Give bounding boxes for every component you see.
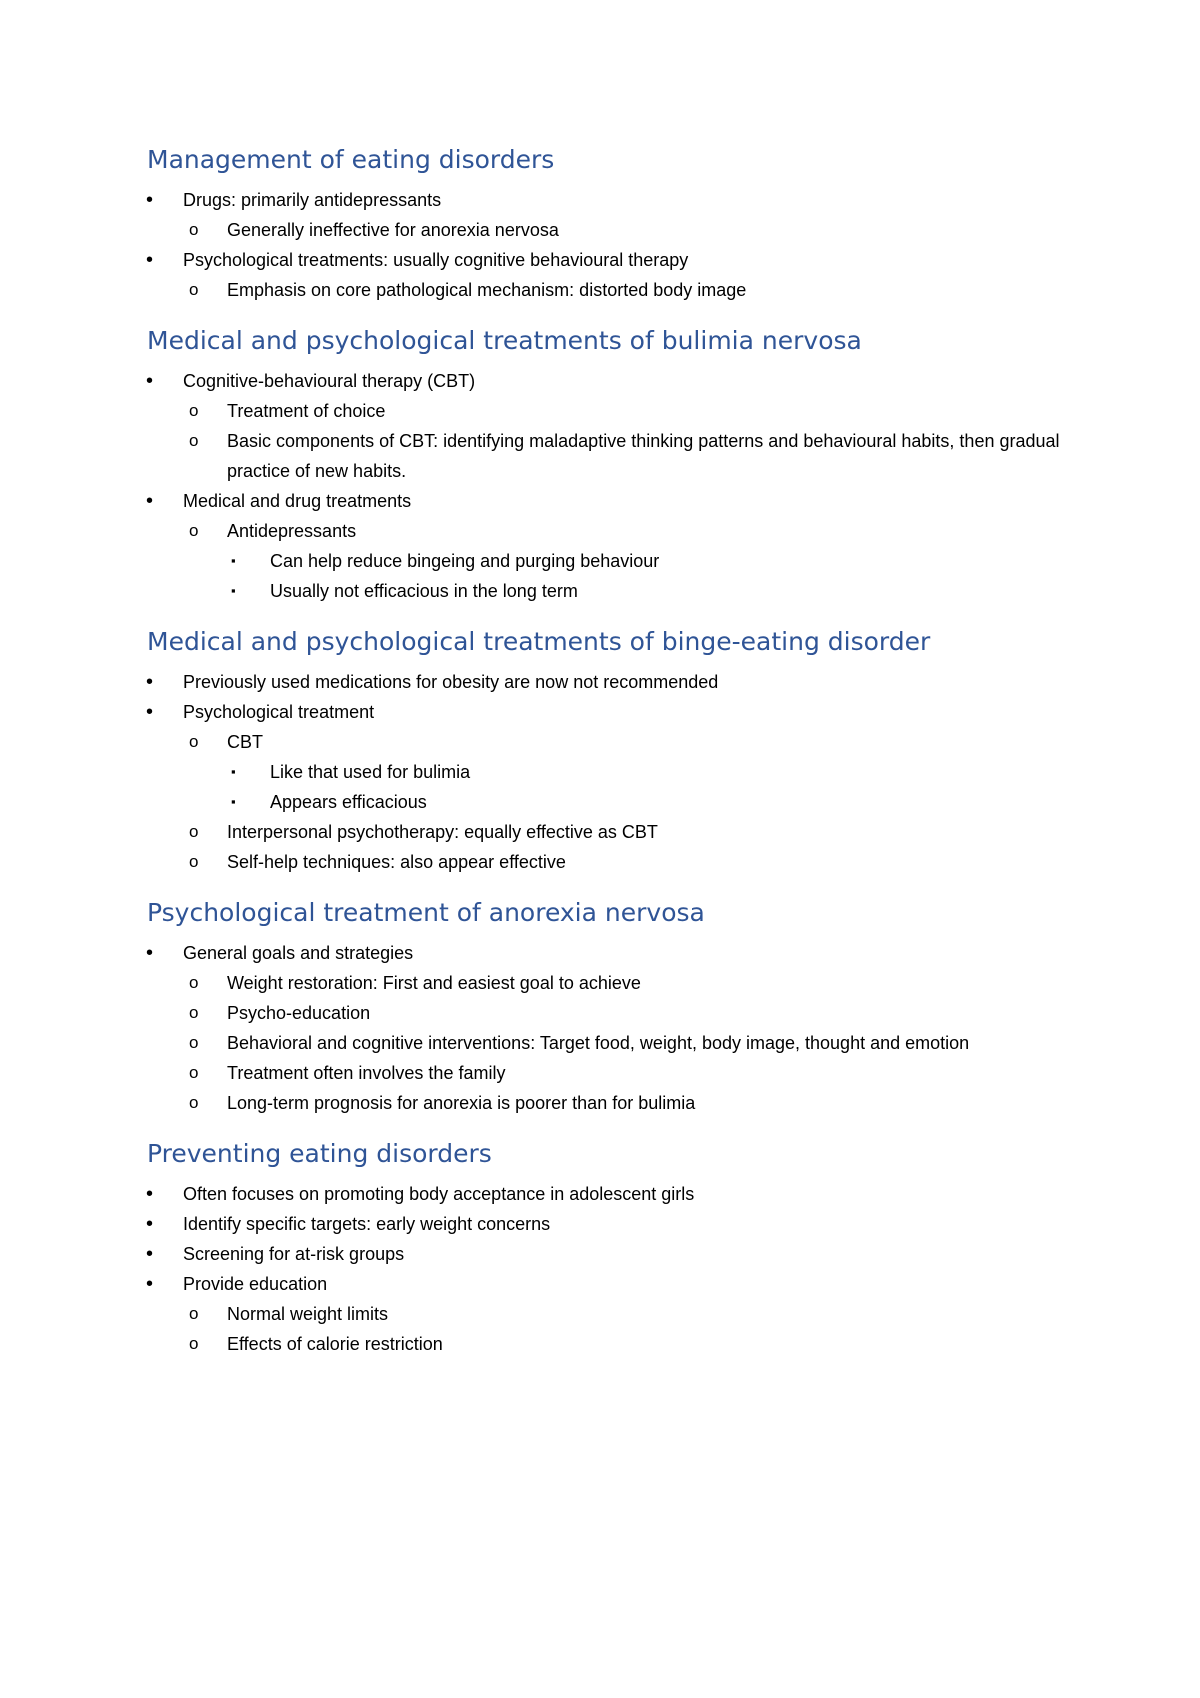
list-item (147, 1209, 1067, 1239)
list-item-text: Usually not efficacious in the long term (270, 581, 578, 601)
list-item (147, 426, 1067, 486)
bullet-marker-icon: o (189, 973, 199, 992)
list-item (147, 817, 1067, 847)
list-item-text: CBT (227, 732, 263, 752)
list-item-text: Psycho-education (227, 1003, 371, 1023)
bullet-marker-icon: • (146, 1243, 154, 1265)
bullet-marker-icon: ▪ (231, 794, 236, 809)
bullet-list (147, 938, 1067, 1118)
list-item-text: Cognitive-behavioural therapy (CBT) (183, 371, 476, 391)
list-item (147, 576, 1067, 606)
bullet-marker-icon: ▪ (231, 764, 236, 779)
list-item-text: Often focuses on promoting body acceptance in adolescent girls (183, 1184, 695, 1204)
list-item-text: Basic components of CBT: identifying maladaptive thinking patterns and behavioural habits, then gradual practice of new habits. (227, 431, 1060, 481)
list-item-text: Identify specific targets: early weight concerns (183, 1214, 551, 1234)
list-item-text: Normal weight limits (227, 1304, 389, 1324)
list-item-text: Previously used medications for obesity are now not recommended (183, 672, 719, 692)
section-heading: Management of eating disorders (147, 145, 555, 174)
list-item (147, 847, 1067, 877)
list-item-text: Drugs: primarily antidepressants (183, 190, 442, 210)
bullet-marker-icon: o (189, 220, 199, 239)
bullet-marker-icon: o (189, 1033, 199, 1052)
list-item (147, 1179, 1067, 1209)
bullet-marker-icon: ▪ (231, 553, 236, 568)
list-item (147, 245, 1067, 275)
bullet-marker-icon: • (146, 490, 154, 512)
section-heading: Preventing eating disorders (147, 1139, 492, 1168)
list-item-text: Self-help techniques: also appear effective (227, 852, 566, 872)
list-item (147, 1088, 1067, 1118)
list-item (147, 215, 1067, 245)
list-item-text: Provide education (183, 1274, 328, 1294)
list-item (147, 366, 1067, 396)
list-item (147, 516, 1067, 546)
list-item-text: Antidepressants (227, 521, 357, 541)
bullet-marker-icon: o (189, 822, 199, 841)
bullet-marker-icon: o (189, 1063, 199, 1082)
list-item (147, 667, 1067, 697)
list-item-text: Can help reduce bingeing and purging behaviour (270, 551, 660, 571)
list-item (147, 757, 1067, 787)
bullet-marker-icon: o (189, 1304, 199, 1323)
bullet-marker-icon: • (146, 370, 154, 392)
list-item-text: Screening for at-risk groups (183, 1244, 405, 1264)
list-item (147, 486, 1067, 516)
list-item-text: Interpersonal psychotherapy: equally effective as CBT (227, 822, 658, 842)
bullet-list (147, 366, 1067, 606)
list-item-text: General goals and strategies (183, 943, 414, 963)
list-item-text: Behavioral and cognitive interventions: Target food, weight, body image, thought and emotion (227, 1033, 970, 1053)
list-item (147, 275, 1067, 305)
list-item-text: Psychological treatments: usually cognitive behavioural therapy (183, 250, 689, 270)
bullet-marker-icon: • (146, 1183, 154, 1205)
list-item-text: Generally ineffective for anorexia nervosa (227, 220, 559, 240)
list-item (147, 787, 1067, 817)
list-item (147, 1239, 1067, 1269)
section (147, 1136, 1067, 1359)
list-item-text: Long-term prognosis for anorexia is poorer than for bulimia (227, 1093, 696, 1113)
list-item (147, 697, 1067, 727)
list-item-text: Effects of calorie restriction (227, 1334, 443, 1354)
section (147, 323, 1067, 606)
list-item (147, 1058, 1067, 1088)
bullet-list (147, 667, 1067, 877)
bullet-marker-icon: • (146, 1213, 154, 1235)
bullet-marker-icon: • (146, 1273, 154, 1295)
bullet-marker-icon: • (146, 189, 154, 211)
bullet-marker-icon: • (146, 671, 154, 693)
list-item-text: Treatment of choice (227, 401, 386, 421)
list-item-text: Emphasis on core pathological mechanism: distorted body image (227, 280, 747, 300)
section-heading: Psychological treatment of anorexia nervosa (147, 898, 705, 927)
section (147, 895, 1067, 1118)
list-item (147, 968, 1067, 998)
bullet-marker-icon: o (189, 401, 199, 420)
list-item-text: Like that used for bulimia (270, 762, 471, 782)
section-heading: Medical and psychological treatments of binge-eating disorder (147, 627, 931, 656)
bullet-marker-icon: o (189, 732, 199, 751)
section-heading: Medical and psychological treatments of bulimia nervosa (147, 326, 862, 355)
list-item (147, 1269, 1067, 1299)
bullet-marker-icon: o (189, 431, 199, 450)
list-item (147, 998, 1067, 1028)
bullet-marker-icon: o (189, 280, 199, 299)
bullet-marker-icon: o (189, 521, 199, 540)
bullet-marker-icon: • (146, 249, 154, 271)
bullet-marker-icon: o (189, 1003, 199, 1022)
list-item (147, 396, 1067, 426)
bullet-marker-icon: • (146, 701, 154, 723)
list-item (147, 546, 1067, 576)
list-item-text: Weight restoration: First and easiest goal to achieve (227, 973, 641, 993)
bullet-marker-icon: • (146, 942, 154, 964)
bullet-marker-icon: o (189, 1334, 199, 1353)
list-item (147, 1028, 1067, 1058)
list-item (147, 1329, 1067, 1359)
list-item (147, 938, 1067, 968)
list-item (147, 727, 1067, 757)
list-item-text: Psychological treatment (183, 702, 375, 722)
list-item-text: Appears efficacious (270, 792, 427, 812)
list-item (147, 1299, 1067, 1329)
bullet-marker-icon: o (189, 852, 199, 871)
section (147, 142, 1067, 305)
bullet-list (147, 1179, 1067, 1359)
bullet-marker-icon: o (189, 1093, 199, 1112)
list-item-text: Treatment often involves the family (227, 1063, 506, 1083)
bullet-marker-icon: ▪ (231, 583, 236, 598)
document-body (147, 142, 1067, 1359)
list-item (147, 185, 1067, 215)
section (147, 624, 1067, 877)
bullet-list (147, 185, 1067, 305)
list-item-text: Medical and drug treatments (183, 491, 412, 511)
